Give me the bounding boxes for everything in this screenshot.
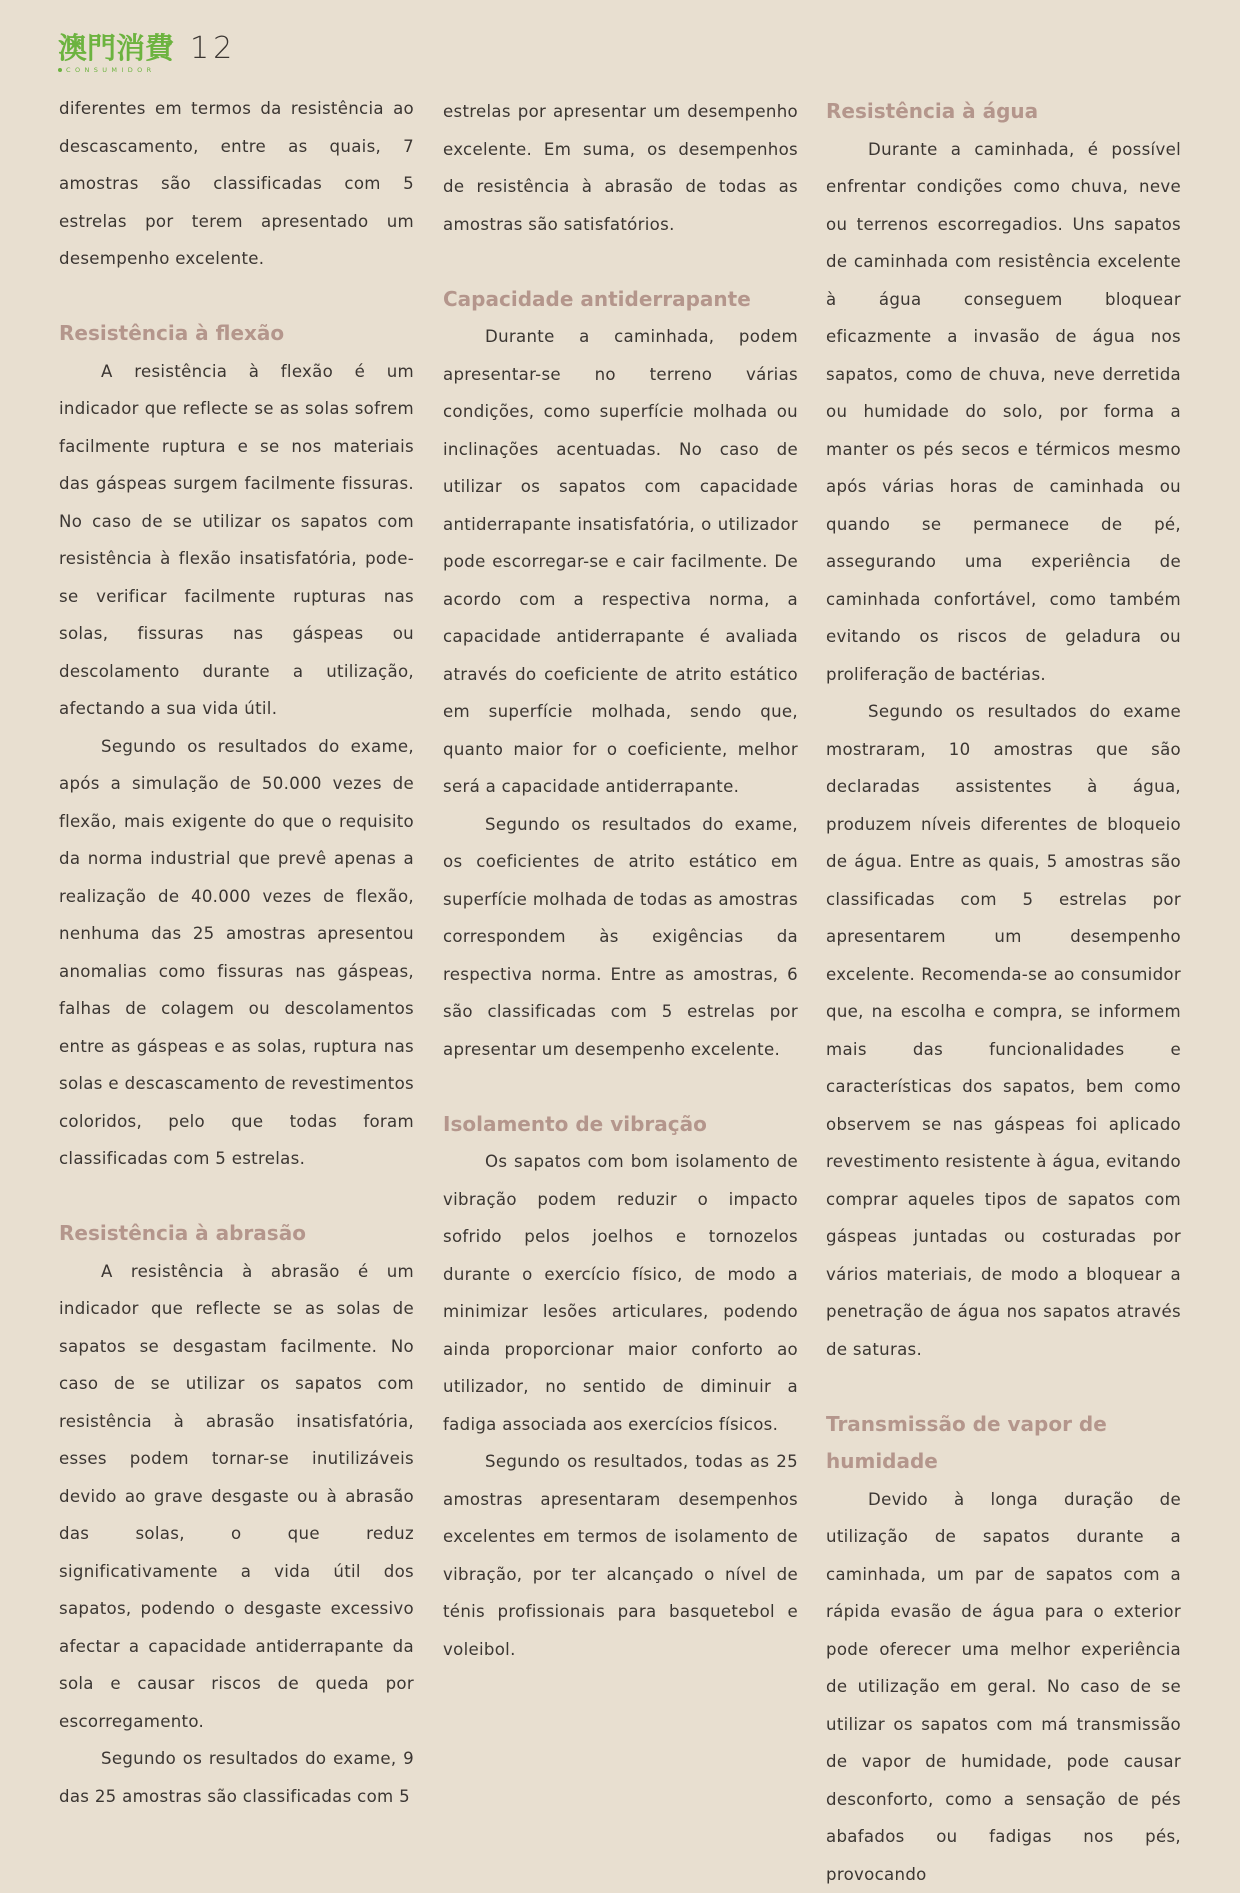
paragraph: Segundo os resultados, todas as 25 amostras apresentaram desempenhos excelentes em termos de isolamento de vibração, por ter alcançado o nível de ténis profissionais para basquetebol e voleibol.: [443, 1443, 798, 1668]
paragraph: Segundo os resultados do exame mostraram, 10 amostras que são declaradas assistentes à água, produzem níveis diferentes de bloqueio de água. Entre as quais, 5 amostras são classificadas com 5 estrelas por apresentarem um desempenho excelente. Recomenda-se ao consumidor que, na escolha e compra, se informem mais das funcionalidades e características dos sapatos, bem como observem se nas gáspeas foi aplicado revestimento resistente à água, evitando comprar aqueles tipos de sapatos com gáspeas juntadas ou costuradas por vários materiais, de modo a bloquear a penetração de água nos sapatos através de saturas.: [826, 693, 1181, 1368]
paragraph: Durante a caminhada, podem apresentar-se no terreno várias condições, como superfície molhada ou inclinações acentuadas. No caso de utilizar os sapatos com capacidade antiderrapante insatisfatória, o utilizador pode escorregar-se e cair facilmente. De acordo com a respectiva norma, a capacidade antiderrapante é avaliada através do coeficiente de atrito estático em superfície molhada, sendo que, quanto maior for o coeficiente, melhor será a capacidade antiderrapante.: [443, 318, 798, 806]
section-heading-abrasao: Resistência à abrasão: [59, 1215, 414, 1253]
logo-english-text: CONSUMIDOR: [66, 66, 156, 74]
text-column-1: [59, 90, 414, 1815]
page-number: 12: [190, 31, 236, 67]
section-heading-vibracao: Isolamento de vibração: [443, 1106, 798, 1144]
paragraph: A resistência à abrasão é um indicador que reflecte se as solas de sapatos se desgastam facilmente. No caso de se utilizar os sapatos com resistência à abrasão insatisfatória, esses podem tornar-se inutilizáveis devido ao grave desgaste ou à abrasão das solas, o que reduz significativamente a vida útil dos sapatos, podendo o desgaste excessivo afectar a capacidade antiderrapante da sola e causar riscos de queda por escorregamento.: [59, 1253, 414, 1741]
paragraph: Segundo os resultados do exame, os coeficientes de atrito estático em superfície molhada de todas as amostras correspondem às exigências da respectiva norma. Entre as amostras, 6 são classificadas com 5 estrelas por apresentar um desempenho excelente.: [443, 806, 798, 1069]
text-column-2: [443, 93, 798, 1668]
logo-chinese-title: 澳門消費: [58, 30, 178, 66]
paragraph: Segundo os resultados do exame, após a simulação de 50.000 vezes de flexão, mais exigente do que o requisito da norma industrial que prevê apenas a realização de 40.000 vezes de flexão, nenhuma das 25 amostras apresentou anomalias como fissuras nas gáspeas, falhas de colagem ou descolamentos entre as gáspeas e as solas, ruptura nas solas e descascamento de revestimentos coloridos, pelo que todas foram classificadas com 5 estrelas.: [59, 728, 414, 1178]
paragraph: Os sapatos com bom isolamento de vibração podem reduzir o impacto sofrido pelos joelhos e tornozelos durante o exercício físico, de modo a minimizar lesões articulares, podendo ainda proporcionar maior conforto ao utilizador, no sentido de diminuir a fadiga associada aos exercícios físicos.: [443, 1143, 798, 1443]
paragraph: Durante a caminhada, é possível enfrentar condições como chuva, neve ou terrenos escorregadios. Uns sapatos de caminhada com resistência excelente à água conseguem bloquear eficazmente a invasão de água nos sapatos, como de chuva, neve derretida ou humidade do solo, por forma a manter os pés secos e térmicos mesmo após várias horas de caminhada ou quando se permanece de pé, assegurando uma experiência de caminhada confortável, como também evitando os riscos de geladura ou proliferação de bactérias.: [826, 131, 1181, 694]
paragraph: A resistência à flexão é um indicador que reflecte se as solas sofrem facilmente ruptura e se nos materiais das gáspeas surgem facilmente fissuras. No caso de se utilizar os sapatos com resistência à flexão insatisfatória, pode-se verificar facilmente rupturas nas solas, fissuras nas gáspeas ou descolamento durante a utilização, afectando a sua vida útil.: [59, 353, 414, 728]
publication-logo: [58, 30, 178, 74]
logo-english-subtitle: [58, 66, 178, 74]
section-heading-antiderrapante: Capacidade antiderrapante: [443, 281, 798, 319]
paragraph: diferentes em termos da resistência ao descascamento, entre as quais, 7 amostras são classificadas com 5 estrelas por terem apresentado um desempenho excelente.: [59, 90, 414, 278]
paragraph: Segundo os resultados do exame, 9 das 25 amostras são classificadas com 5: [59, 1740, 414, 1815]
paragraph: estrelas por apresentar um desempenho excelente. Em suma, os desempenhos de resistência à abrasão de todas as amostras são satisfatórios.: [443, 93, 798, 243]
section-heading-agua: Resistência à água: [826, 93, 1181, 131]
section-heading-flexao: Resistência à flexão: [59, 315, 414, 353]
logo-dot-icon: [58, 68, 62, 72]
section-heading-vapor: Transmissão de vapor de humidade: [826, 1406, 1181, 1481]
paragraph: Devido à longa duração de utilização de sapatos durante a caminhada, um par de sapatos com a rápida evasão de água para o exterior pode oferecer uma melhor experiência de utilização em geral. No caso de se utilizar os sapatos com má transmissão de vapor de humidade, pode causar desconforto, como a sensação de pés abafados ou fadigas nos pés, provocando: [826, 1481, 1181, 1893]
text-column-3: [826, 93, 1181, 1893]
